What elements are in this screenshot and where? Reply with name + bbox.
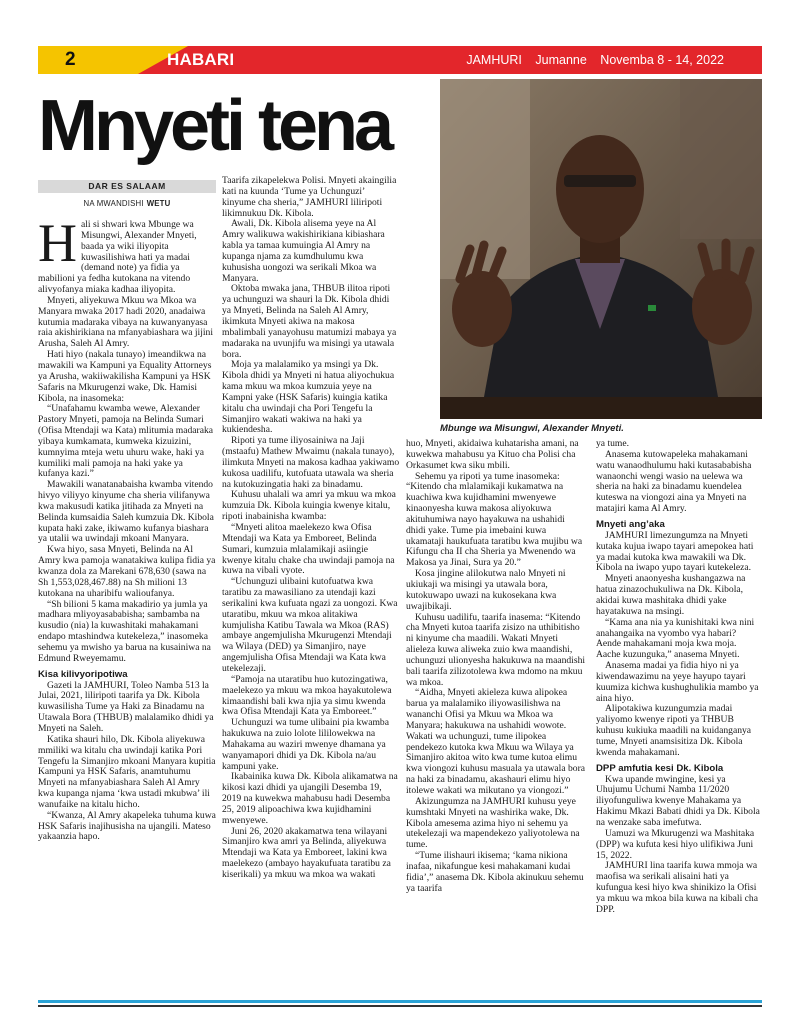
paragraph: Mawakili wanatanabaisha kwamba vitendo hivyo viliyyo kinyume cha sheria vilifanywa kwa makusudi katika jitihada za Mnyeti na Belinda kumsaidia Saleh kumzuia Dk. Kibola kupata haki zake, ikiwamo kufanya biashara ya utalii wa uwindaji mkoani Manyara. <box>38 479 214 545</box>
paragraph: huo, Mnyeti, akidaiwa kuhatarisha amani, na kuwekwa mahabusu ya Kituo cha Polisi cha Orkasumet kwa siku mbili. <box>406 439 579 471</box>
issue-dates: Novemba 8 - 14, 2022 <box>600 53 724 67</box>
paragraph: Kwa hiyo, sasa Mnyeti, Belinda na Al Amry kwa pamoja wanatakiwa kulipa fidia ya kwanza dola za Marekani 678,630 (sawa na Sh 1,553,028,467.88) na Sh milioni 13 kutokana na uharibifu walioufanya. <box>38 544 216 599</box>
photo-illustration <box>440 79 762 419</box>
footer-rule-blue <box>38 1000 762 1003</box>
paragraph: “Pamoja na utaratibu huo kutozingatiwa, maelekezo ya mkuu wa mkoa hayakutolewa kimaandishi bali kwa njia ya simu kwenda kwa Ofisa Mtendaji Kata ya Emboreet.” <box>222 673 392 718</box>
paragraph: Mnyeti, aliyekuwa Mkuu wa Mkoa wa Manyara mwaka 2017 hadi 2020, anadaiwa kutumia madaraka vibaya na kuwanyanyasa raia akishirikiana na mfanyabiashara wa jijini Arusha, Saleh Al Amry. <box>38 294 214 350</box>
masthead <box>466 53 724 67</box>
paragraph: Anasema madai ya fidia hiyo ni ya kiwendawazimu na yeye hayupo tayari kuumiza kichwa kushughulikia mambo ya aina hiyo. <box>596 660 759 704</box>
byline <box>38 199 216 208</box>
article-column-2 <box>222 176 400 998</box>
photo-caption: Mbunge wa Misungwi, Alexander Mnyeti. <box>440 423 624 434</box>
paragraph: “Aidha, Mnyeti akieleza kuwa alipokea barua ya malalamiko iliyowasilishwa na wananchi Ofisi ya Mkuu wa Mkoa wa Manyara; hakukuwa na ushahidi wowote. Wakati wa uchunguzi, tume ilipokea pendekezo kutoka kwa Mkuu wa Wilaya ya Simanjiro akitoa wito kwa tume kutoa elimu kwa viongozi kuhusu masuala ya utawala bora na haki za binadamu, akashauri elimu hiyo itolewe wakati wa mikutano ya viongozi.” <box>406 687 586 796</box>
paragraph: Kwa upande mwingine, kesi ya Uhujumu Uchumi Namba 11/2020 iliyofunguliwa kwenye Mahakama ya Hakimu Mkazi Babati dhidi ya Dk. Kibola na wenzake saba imefutwa. <box>596 773 760 828</box>
paragraph: Akizungumza na JAMHURI kuhusu yeye kumshtaki Mnyeti na washirika wake, Dk. Kibola amesema azima hiyo ni sehemu ya utekelezaji wa mapendekezo yaliyotolewa na tume. <box>406 795 580 851</box>
paragraph: ya tume. <box>596 439 630 449</box>
paragraph: JAMHURI lina taarifa kuwa mmoja wa maofisa wa serikali alisaini hati ya kufungua kesi hiyo kwa shinikizo la Ofisi ya mkuu wa mkoa bila kuwa na kibali cha DPP. <box>596 860 758 915</box>
paragraph: Anasema kutowapeleka mahakamani watu wanaodhulumu haki kutasababisha wanaonchi wengi wasio na uelewa wa sheria na haki za binadamu kuendelea kuteswa na viongozi aina ya Mnyeti na matajiri kama Al Amry. <box>596 448 752 515</box>
subheading: DPP amfutia kesi Dk. Kibola <box>596 762 724 774</box>
paragraph: Alipotakiwa kuzungumzia madai yaliyomo kwenye ripoti ya THBUB kuhusu kukiuka maadili na kuidanganya tume, Mnyeti anamsisitiza Dk. Kibola kwenda mahakamani. <box>596 703 752 758</box>
paragraph: “Kama ana nia ya kunishitaki kwa nini anahangaika na vyombo vya habari? Aende mahakamani moja kwa moja. Aache kuzunguka,” anasema Mnyeti. <box>596 616 755 661</box>
article-photo <box>440 79 762 419</box>
paragraph: Katika shauri hilo, Dk. Kibola aliyekuwa mmiliki wa kitalu cha uwindaji katika Pori Tengefu la Simanjiro mkoani Manyara kupitia Kampuni ya HSK Safaris, anamtuhumu Mnyeti na mfanyabiashara Saleh Al Amry kwa kupanga njama ‘kwa ustadi mkubwa’ ili wanufaike na kitalu hicho. <box>38 733 216 810</box>
paragraph: Taarifa zikapelekwa Polisi. Mnyeti akaingilia kati na kuunda ‘Tume ya Uchunguzi’ kinyume cha sheria,” JAMHURI liliripoti likimnukuu Dk. Kibola. <box>222 176 397 219</box>
dateline: DAR ES SALAAM <box>38 180 216 193</box>
page-header <box>38 46 762 74</box>
drop-cap: H <box>38 220 77 273</box>
paragraph: “Mnyeti alitoa maelekezo kwa Ofisa Mtendaji wa Kata ya Emboreet, Belinda Sumari, kumzuia mlalamikaji asiingie kwenye kitalu chake cha uwindaji pamoja na kuwa na vibali vyote. <box>222 522 395 577</box>
paragraph: Ripoti ya tume iliyosainiwa na Jaji (mstaafu) Mathew Mwaimu (nakala tunayo), ilimkuta Mnyeti na makosa kadhaa yakiwamo kukosa uadilifu, kutofuata utawala wa sheria na kutokuzingatia haki za binadamu. <box>222 435 400 490</box>
article-column-1 <box>38 220 216 998</box>
page-number: 2 <box>65 49 76 70</box>
article-column-4 <box>596 439 762 998</box>
paragraph: JAMHURI limezungumza na Mnyeti kutaka kujua iwapo tayari amepokea hati ya madai kutoka kwa mawakili wa Dk. Kibola na iwapo yupo tayari kutekeleza. <box>596 529 754 574</box>
paragraph: “Uchunguzi ulibaini kutofuatwa kwa taratibu za mawasiliano za utendaji kazi serikalini kwa kufuata ngazi za uongozi. Kwa utaratibu, mkuu wa mkoa alitakiwa kumjulisha Katibu Tawala wa Mkoa (RAS) ambaye angemjulisha Mkurugenzi Mtendaji wa Wilaya (DED) ya Simanjiro, naye angemjulisha Ofisa Mtendaji wa Kata kwa utekelezaji. <box>222 576 398 674</box>
paragraph: Uamuzi wa Mkurugenzi wa Mashitaka (DPP) wa kufuta kesi hiyo ulifikiwa Juni 15, 2022. <box>596 827 755 861</box>
section-label: HABARI <box>167 50 235 69</box>
byline-prefix: NA MWANDISHI <box>83 199 144 208</box>
paper-name: JAMHURI <box>466 53 522 67</box>
paragraph: Kuhusu uhalali wa amri ya mkuu wa mkoa kumzuia Dk. Kibola kuingia kwenye kitalu, ripoti inabainisha kwamba: <box>222 489 396 523</box>
paragraph: “Sh bilioni 5 kama makadirio ya jumla ya madhara mliyoyasababisha; sambamba na kusudio (nia) la kuwashitaki mahakamani endapo mtashindwa kutekeleza,” inasomeka sehemu ya mwisho ya barua na kusainiwa na Edmund Rweyemamu. <box>38 598 211 664</box>
paragraph: Moja ya malalamiko ya msingi ya Dk. Kibola dhidi ya Mnyeti ni hatua aliyochukua kama mkuu wa mkoa kumzuia yeye na Kampni yake (HSK Safaris) kuingia katika kitalu cha uwindaji cha Pori Tengefu la Simanjiro wakati wakiwa na haki ya kukiendesha. <box>222 359 395 436</box>
paragraph: Kuhusu uadilifu, taarifa inasema: “Kitendo cha Mnyeti kutoa taarifa zisizo na uthibitisho ni kinyume cha maadili. Wakati Mnyeti alieleza kuwa aliweka zuio kwa maandishi, uchunguzi ulionyesha hakukuwa na maandishi bali taarifa zilizotolewa kwa mdomo na mkuu wa mkoa. <box>406 611 586 688</box>
paragraph: Sehemu ya ripoti ya tume inasomeka: “Kitendo cha mlalamikaji kukamatwa na kuachiwa kwa kujidhamini mwenyewe kinaonyesha kuwa makosa aliyokuwa akituhumiwa nayo hayakuwa na ushahidi dhidi yake. Tume pia imebaini kuwa ukamataji haukufuata taratibu kwa mujibu wa Kifungu cha II cha Sheria ya Mwenendo wa Makosa ya Jinai, Sura ya 20.” <box>406 470 583 569</box>
subheading: Mnyeti ang’aka <box>596 518 665 530</box>
paragraph: “Unafahamu kwamba wewe, Alexander Pastory Mnyeti, pamoja na Belinda Sumari (Ofisa Mtendaji wa Kata) mlitumia madaraka yibaya kumkamata, kumweka kizuizini, kumnyima mteja wetu uhuru wake, haki ya kumiliki mali pamoja na haki yake ya kufanya kazi.” <box>38 403 214 480</box>
paragraph <box>38 220 216 296</box>
paragraph: Awali, Dk. Kibola alisema yeye na Al Amry walikuwa wakishirikiana kibiashara kabla ya tamaa kumuingia Al Amry na kupanga njama za kumdhulumu kwa kuhusisha uongozi wa serikali Mkoa wa Manyara. <box>222 218 385 284</box>
paragraph: “Kwanza, Al Amry akapeleka tuhuma kuwa HSK Safaris inajihusisha na ujangili. Mateso yakaanzia hapo. <box>38 809 216 843</box>
paragraph: Juni 26, 2020 akakamatwa tena wilayani Simanjiro kwa amri ya Belinda, aliyekuwa Mtendaji wa Kata ya Emboreet, lakini kwa maelekezo (ambayo hayakufuata taratibu za kiserikali) ya mkuu wa mkoa wa wakati <box>222 825 391 880</box>
subheading: Kisa kilivyoripotiwa <box>38 668 128 680</box>
paragraph: Uchunguzi wa tume ulibaini pia kwamba hakukuwa na zuio lolote lililowekwa na Mahakama au waziri mwenye dhamana ya wanyamapori dhidi ya Dk. Kibola na/au kampuni yake. <box>222 717 389 772</box>
paragraph: Kosa jingine alilokutwa nalo Mnyeti ni ukiukaji wa misingi ya utawala bora, kutokuwapo uwazi na kukosekana kwa uwajibikaji. <box>406 568 566 612</box>
paragraph-text: ali si shwari kwa Mbunge wa Misungwi, Alexander Mnyeti, baada ya wiki iliyopita kuwasilishiwa hati ya madai (demand note) ya fidia ya mabilioni ya fedha kutokana na vitendo alivyofanya miaka kadhaa iliyopita. <box>38 220 197 296</box>
headline: Mnyeti tena <box>38 86 391 166</box>
paragraph: Ikabainika kuwa Dk. Kibola alikamatwa na kikosi kazi dhidi ya ujangili Desemba 19, 2019 na kuwekwa mahabusu hadi Desemba 25, 2019 alipoachiwa kwa kujidhamini mwenyewe. <box>222 771 398 826</box>
paragraph: “Tume ilishauri ikisema; ‘kama nikiona inafaa, nikafungue kesi mahakamani kudai fidia’,” anasema Dk. Kibola akinukuu sehemu ya taarifa <box>406 850 584 894</box>
paragraph: Gazeti la JAMHURI, Toleo Namba 513 la Julai, 2021, liliripoti taarifa ya Dk. Kibola kuwasilisha Tume ya Haki za Binadamu na Utawala Bora (THBUB) malalamiko dhidi ya Mnyeti na Saleh. <box>38 679 214 734</box>
paragraph: Oktoba mwaka jana, THBUB ilitoa ripoti ya uchunguzi wa shauri la Dk. Kibola dhidi ya Mnyeti, Belinda na Saleh Al Amry, ikimkuta Mnyeti akiwa na makosa mbalimbali yanayohusu matumizi mabaya ya madaraka na uvunjifu wa misingi ya utawala bora. <box>222 283 397 360</box>
issue-day: Jumanne <box>535 53 587 67</box>
paragraph: Hati hiyo (nakala tunayo) imeandikwa na mawakili wa Kampuni ya Equality Attorneys ya Arusha, wakiiwakilisha Kampuni ya HSK Safaris na Mkurugenzi wake, Dk. Hamisi Kibola, na inasomeka: <box>38 349 212 404</box>
byline-name: WETU <box>146 199 171 208</box>
footer-rule-black <box>38 1005 762 1007</box>
paragraph: Mnyeti anaonyesha kushangazwa na hatua zinazochukuliwa na Dk. Kibola, akidai kuwa mashitaka dhidi yake hayatakuwa na msingi. <box>596 573 746 617</box>
article-column-3 <box>406 439 586 998</box>
